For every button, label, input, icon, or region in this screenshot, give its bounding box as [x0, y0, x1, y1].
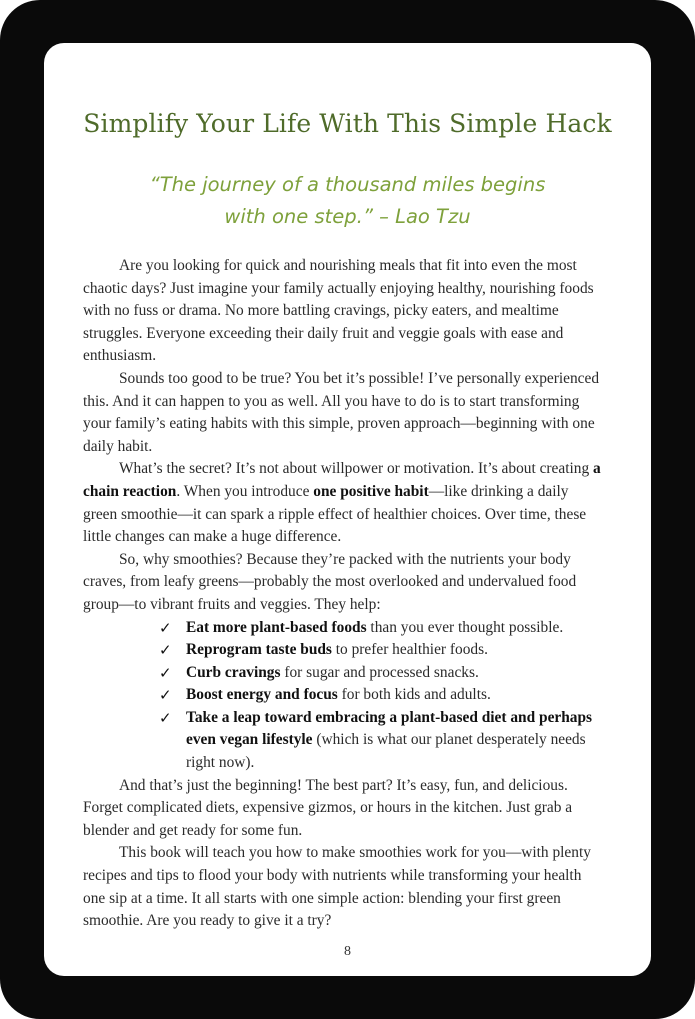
paragraph-6: This book will teach you how to make smoothies work for you—with plenty recipes and tips to flood your body with nutrients while transforming your health one sip at a time. It all starts with one simple action: blending your first green smoothie. Are you ready to give it a try? — [83, 844, 591, 930]
epigraph-quote — [44, 169, 651, 233]
paragraph-5: And that’s just the beginning! The best part? It’s easy, fun, and delicious. Forget complicated diets, expensive gizmos, or hours in the kitchen. Just grab a blender and get ready for some fun. — [83, 776, 573, 839]
benefit-rest: (which is what our planet desperately needs right now). — [186, 731, 586, 772]
positive-habit-emphasis: one positive habit — [313, 482, 429, 500]
list-item — [159, 639, 605, 662]
list-item — [159, 707, 605, 775]
quote-line-2: with one step.” – Lao Tzu — [224, 205, 471, 228]
list-item — [159, 662, 605, 685]
paragraph-3-text-a: What’s the secret? It’s not about willpower or motivation. It’s about creating — [119, 460, 593, 478]
checkmark-icon: ✓ — [159, 686, 172, 705]
paragraph-3-text-e: —like drinking a daily green smoothie—it can spark a ripple effect of healthier choices. Over time, these little changes can make a huge difference. — [83, 482, 587, 546]
paragraph-3 — [83, 458, 605, 548]
page-title: Simplify Your Life With This Simple Hack — [83, 109, 612, 138]
benefit-rest: for sugar and processed snacks. — [280, 663, 479, 681]
quote-line-1: “The journey of a thousand miles begins — [149, 173, 546, 196]
page-number: 8 — [344, 944, 351, 959]
body-text — [83, 255, 605, 933]
checkmark-icon: ✓ — [159, 618, 172, 637]
list-item — [159, 617, 605, 640]
benefit-bold: Curb cravings — [186, 663, 281, 681]
paragraph-3-text-c: . When you introduce — [176, 482, 314, 500]
paragraph-4: So, why smoothies? Because they’re packed with the nutrients your body craves, from leafy greens—probably the most overlooked and undervalued food group—to vibrant fruits and veggies. They help: — [83, 550, 577, 613]
chain-reaction-emphasis: a chain reaction — [83, 460, 601, 500]
checkmark-icon: ✓ — [159, 663, 172, 682]
benefit-bold: Boost energy and focus — [186, 686, 338, 704]
benefit-bold: Reprogram taste buds — [186, 641, 332, 659]
book-page[interactable] — [44, 43, 651, 976]
checkmark-icon: ✓ — [159, 641, 172, 660]
checkmark-icon: ✓ — [159, 708, 172, 727]
list-item — [159, 684, 605, 707]
benefit-bold: Take a leap toward embracing a plant-based diet and perhaps even vegan lifestyle — [186, 708, 593, 749]
paragraph-2: Sounds too good to be true? You bet it’s possible! I’ve personally experienced this. And it can happen to you as well. All you have to do is to start transforming your family’s eating habits with this simple, proven approach—beginning with one daily habit. — [83, 369, 600, 455]
benefit-rest: for both kids and adults. — [337, 686, 491, 704]
benefit-rest: to prefer healthier foods. — [331, 641, 488, 659]
benefit-bold: Eat more plant-based foods — [186, 618, 367, 636]
benefits-list — [83, 617, 605, 775]
paragraph-1: Are you looking for quick and nourishing meals that fit into even the most chaotic days? Just imagine your family actually enjoying healthy, nourishing foods with no fuss or drama. No more battling cravings, picky eaters, and mealtime struggles. Everyone exceeding their daily fruit and veggie goals with ease and enthusiasm. — [83, 257, 594, 365]
benefit-rest: than you ever thought possible. — [366, 618, 564, 636]
